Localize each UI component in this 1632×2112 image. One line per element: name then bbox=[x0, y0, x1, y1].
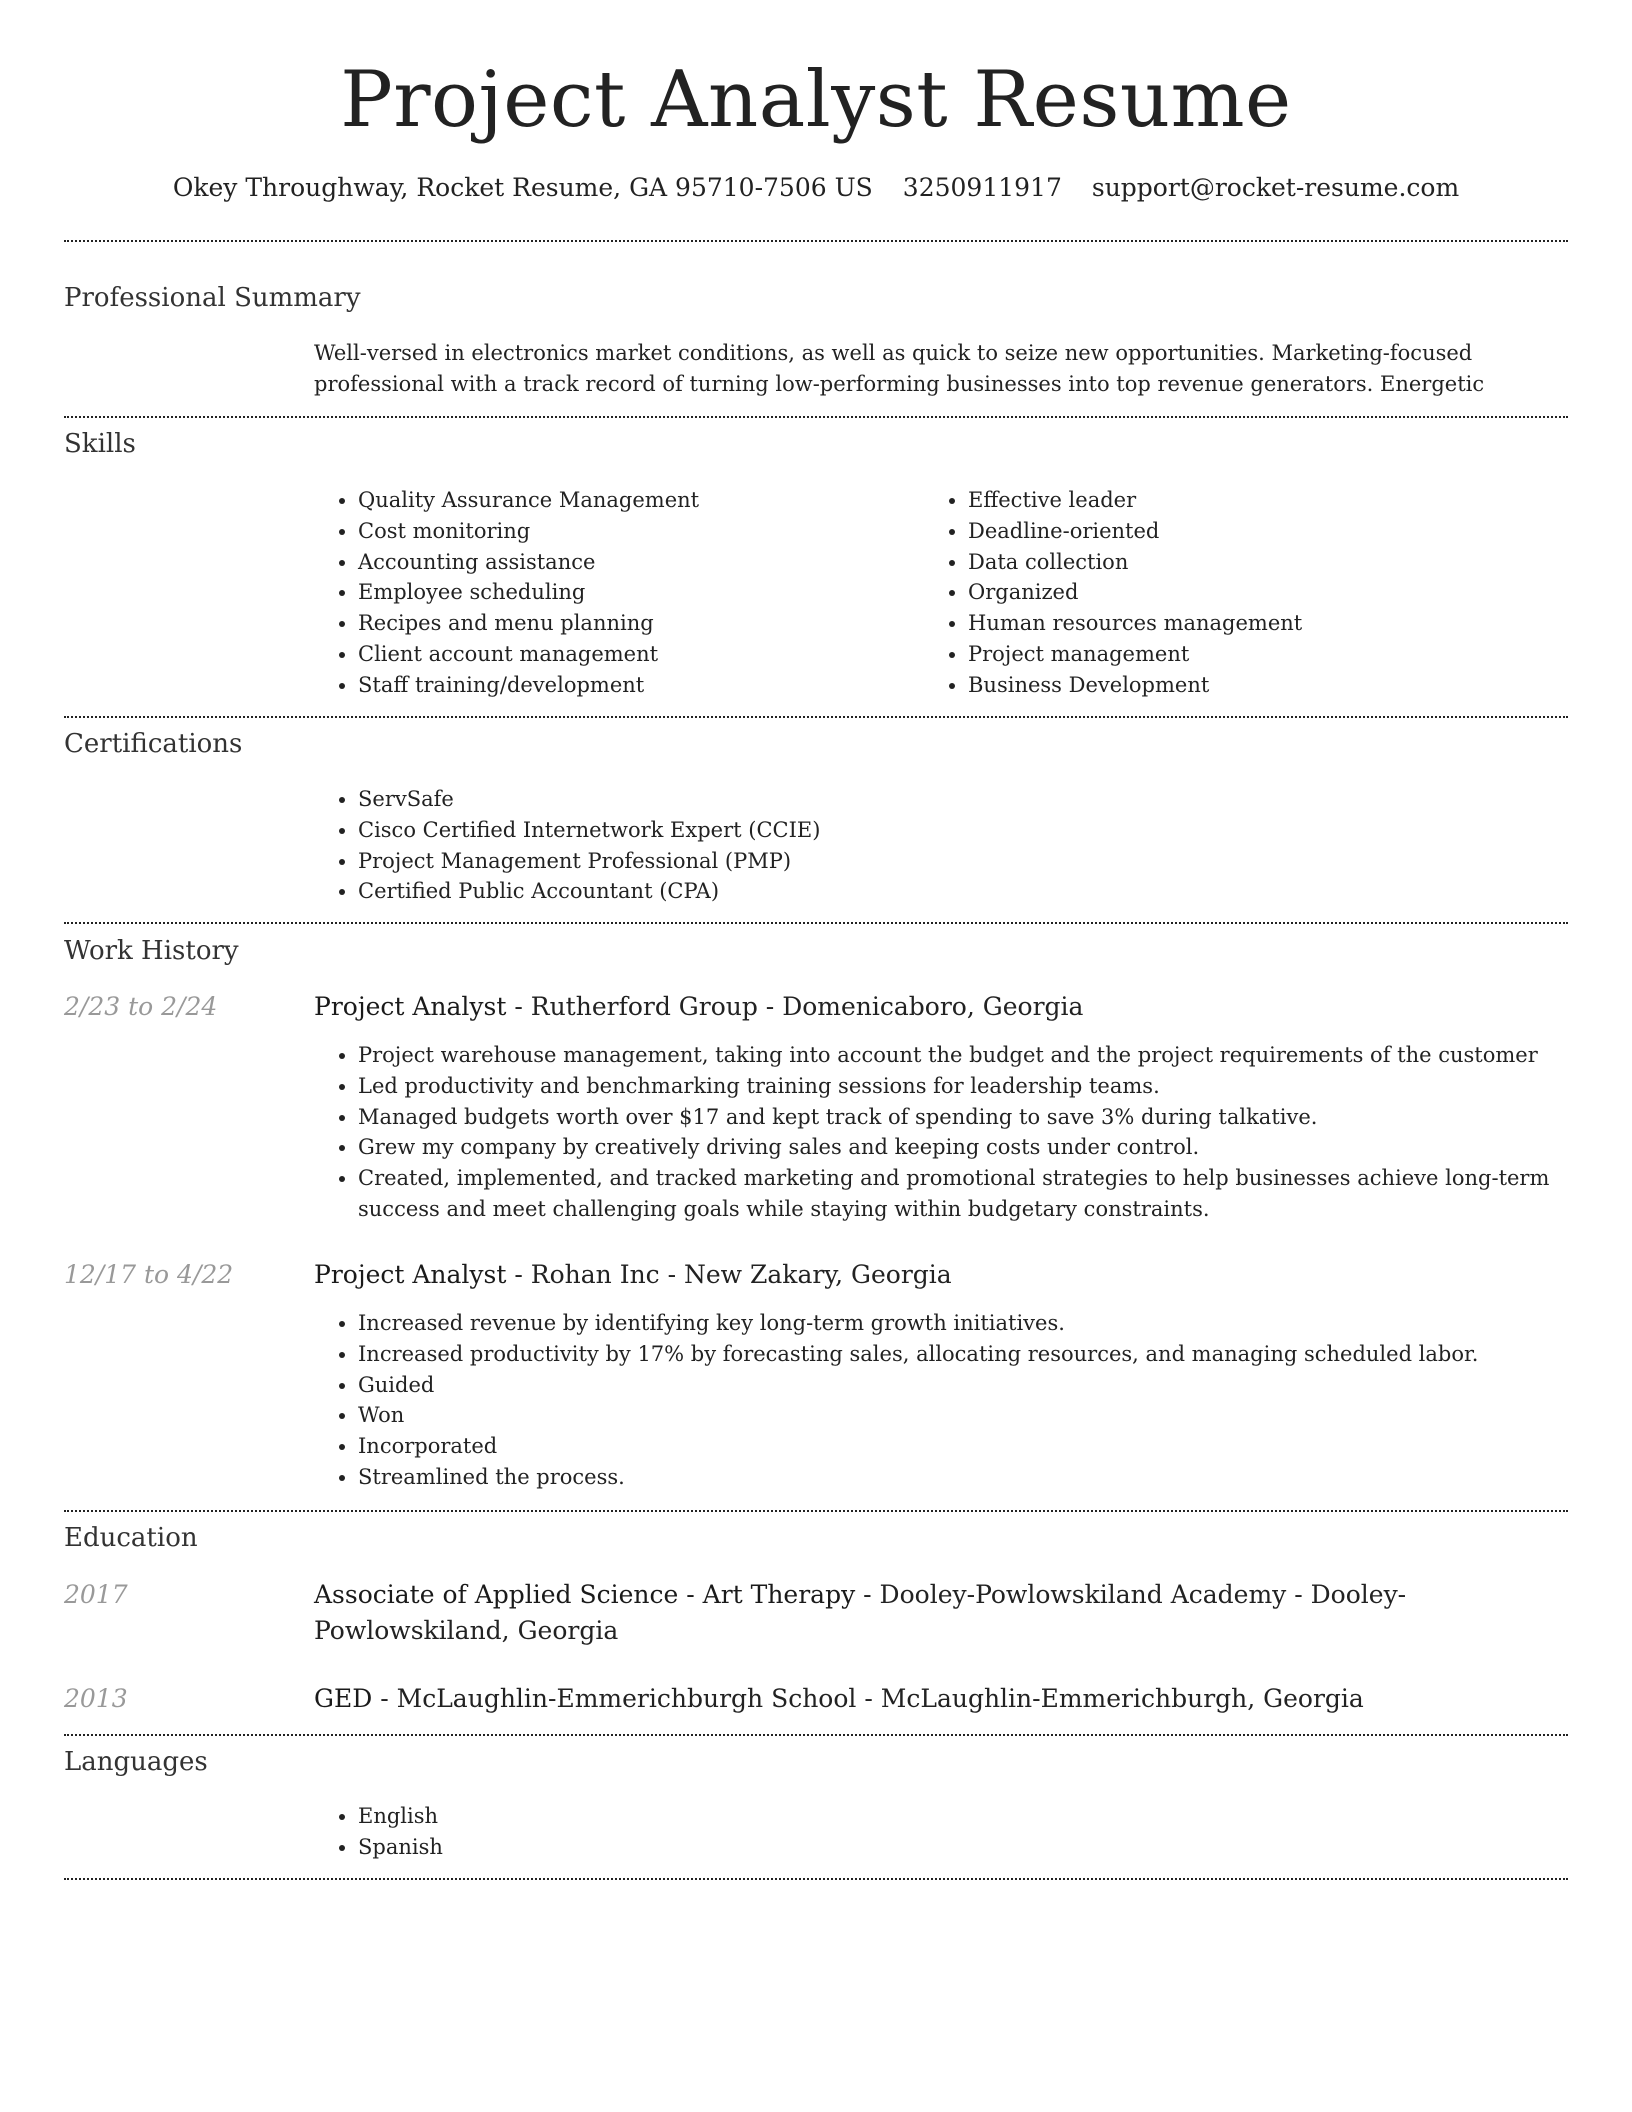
list-item: • Cost monitoring bbox=[358, 516, 918, 547]
list-item: • English bbox=[358, 1801, 958, 1832]
divider bbox=[64, 1878, 1568, 1880]
job-bullets bbox=[314, 1308, 1558, 1493]
list-item: • Project warehouse management, taking into account the budget and the project requirements of the customer bbox=[358, 1040, 1558, 1071]
list-item: • Incorporated bbox=[358, 1431, 1558, 1462]
skills-list-right bbox=[924, 485, 1568, 701]
job-dates: 2/23 to 2/24 bbox=[64, 992, 218, 1021]
job-employer: - Rohan Inc - New Zakary, Georgia bbox=[506, 1260, 952, 1289]
divider bbox=[64, 240, 1568, 242]
divider bbox=[64, 922, 1568, 924]
skills-heading: Skills bbox=[64, 429, 136, 459]
list-item: • Staff training/development bbox=[358, 670, 918, 701]
list-item: • Quality Assurance Management bbox=[358, 485, 918, 516]
list-item: • Human resources management bbox=[968, 608, 1568, 639]
work-history-heading: Work History bbox=[64, 936, 239, 966]
languages-heading: Languages bbox=[64, 1747, 208, 1777]
list-item: • Grew my company by creatively driving sales and keeping costs under control. bbox=[358, 1132, 1558, 1163]
list-item: • Guided bbox=[358, 1370, 1558, 1401]
list-item: • Project Management Professional (PMP) bbox=[358, 846, 1558, 877]
education-school: - Dooley-Powlowskiland Academy - Dooley-Powlowskiland, Georgia bbox=[314, 1580, 1407, 1645]
education-entry bbox=[314, 1681, 1568, 1717]
list-item: • Deadline-oriented bbox=[968, 516, 1568, 547]
languages-list bbox=[314, 1801, 958, 1863]
list-item: • Increased revenue by identifying key long-term growth initiatives. bbox=[358, 1308, 1558, 1339]
list-item: • Certified Public Accountant (CPA) bbox=[358, 876, 1558, 907]
list-item: • Client account management bbox=[358, 639, 918, 670]
list-item: • Created, implemented, and tracked marketing and promotional strategies to help businesses achieve long-term success and meet challenging goals while staying within budgetary constraints. bbox=[358, 1163, 1558, 1225]
contact-phone: 3250911917 bbox=[902, 173, 1062, 202]
certifications-heading: Certifications bbox=[64, 729, 243, 759]
job-header bbox=[314, 989, 1568, 1025]
education-school: - McLaughlin-Emmerichburgh School - McLaughlin-Emmerichburgh, Georgia bbox=[372, 1684, 1364, 1713]
divider bbox=[64, 1510, 1568, 1512]
list-item: • Increased productivity by 17% by forecasting sales, allocating resources, and managing scheduled labor. bbox=[358, 1339, 1558, 1370]
resume-title: Project Analyst Resume bbox=[340, 55, 1292, 145]
contact-email[interactable]: support@rocket-resume.com bbox=[1091, 173, 1460, 202]
education-entry bbox=[314, 1577, 1568, 1649]
education-year: 2013 bbox=[64, 1684, 128, 1713]
list-item: • Employee scheduling bbox=[358, 577, 918, 608]
contact-line bbox=[0, 172, 1632, 204]
education-year: 2017 bbox=[64, 1580, 128, 1609]
job-employer: - Rutherford Group - Domenicaboro, Georgia bbox=[506, 992, 1084, 1021]
job-title: Project Analyst bbox=[314, 1260, 507, 1289]
list-item: • Recipes and menu planning bbox=[358, 608, 918, 639]
list-item: • Business Development bbox=[968, 670, 1568, 701]
education-degree: GED bbox=[314, 1684, 373, 1713]
contact-address: Okey Throughway, Rocket Resume, GA 95710-7506 US bbox=[172, 173, 873, 202]
list-item: • Managed budgets worth over $17 and kept track of spending to save 3% during talkative. bbox=[358, 1102, 1558, 1133]
list-item: • Project management bbox=[968, 639, 1568, 670]
list-item: • Organized bbox=[968, 577, 1568, 608]
list-item: • Data collection bbox=[968, 547, 1568, 578]
certifications-list bbox=[314, 784, 1558, 907]
job-title: Project Analyst bbox=[314, 992, 507, 1021]
list-item: • Spanish bbox=[358, 1832, 958, 1863]
skills-list-left bbox=[314, 485, 918, 701]
list-item: • ServSafe bbox=[358, 784, 1558, 815]
divider bbox=[64, 1734, 1568, 1736]
summary-text: Well-versed in electronics market conditions, as well as quick to seize new opportunities. Marketing-focused professional with a track record of turning low-performing businesses into top revenue generators. Energetic bbox=[314, 341, 1485, 396]
list-item: • Won bbox=[358, 1400, 1558, 1431]
job-bullets bbox=[314, 1040, 1558, 1225]
divider bbox=[64, 716, 1568, 718]
divider bbox=[64, 416, 1568, 418]
summary-heading: Professional Summary bbox=[64, 283, 361, 313]
list-item: • Streamlined the process. bbox=[358, 1462, 1558, 1493]
list-item: • Accounting assistance bbox=[358, 547, 918, 578]
list-item: • Led productivity and benchmarking training sessions for leadership teams. bbox=[358, 1071, 1558, 1102]
education-heading: Education bbox=[64, 1523, 198, 1553]
job-dates: 12/17 to 4/22 bbox=[64, 1260, 234, 1289]
job-header bbox=[314, 1257, 1568, 1293]
list-item: • Cisco Certified Internetwork Expert (CCIE) bbox=[358, 815, 1558, 846]
education-degree: Associate of Applied Science - Art Therapy bbox=[314, 1580, 856, 1609]
list-item: • Effective leader bbox=[968, 485, 1568, 516]
